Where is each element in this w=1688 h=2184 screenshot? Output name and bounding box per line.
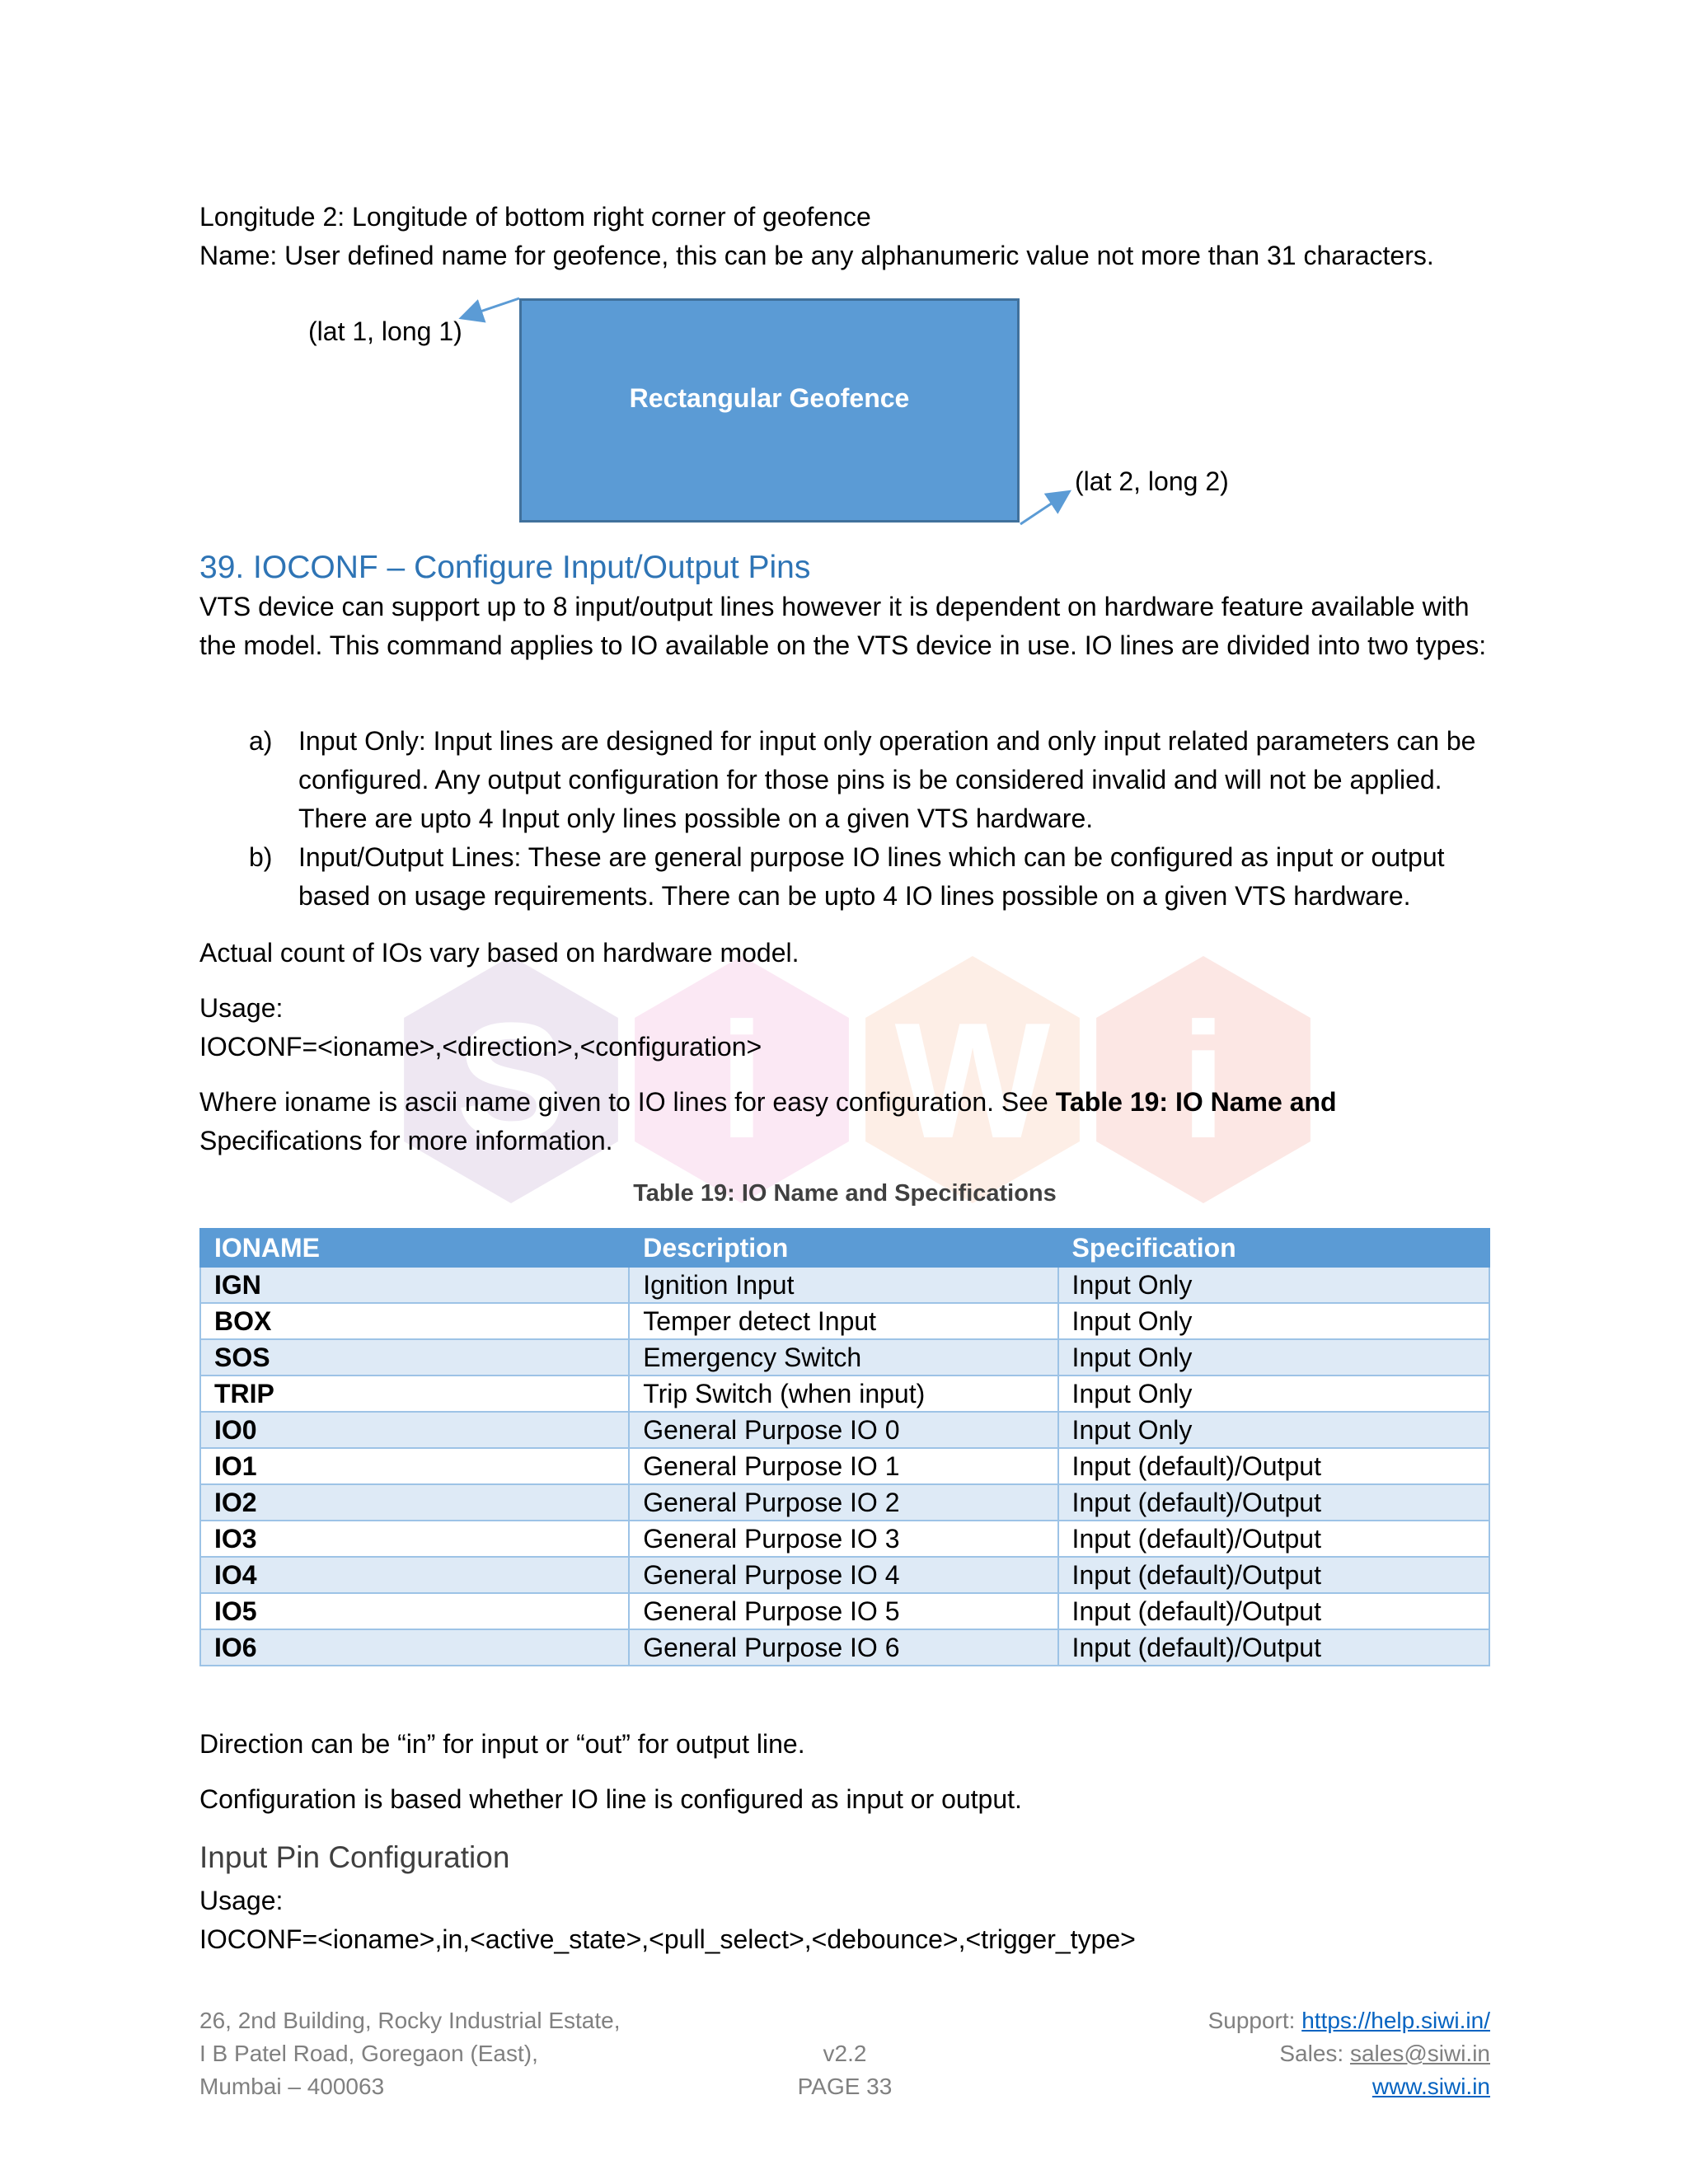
table-row bbox=[200, 1521, 1489, 1557]
list-item-b bbox=[249, 838, 1485, 916]
cell-description: General Purpose IO 2 bbox=[629, 1484, 1057, 1521]
cell-description: Emergency Switch bbox=[629, 1339, 1057, 1376]
corner2-arrow bbox=[1020, 493, 1067, 524]
cell-description: General Purpose IO 3 bbox=[629, 1521, 1057, 1557]
cell-description: Temper detect Input bbox=[629, 1303, 1057, 1339]
cell-ioname: IO0 bbox=[200, 1412, 629, 1448]
table-reference: Table 19: IO Name and bbox=[1055, 1087, 1337, 1117]
address-line-1: 26, 2nd Building, Rocky Industrial Estate, bbox=[199, 2008, 621, 2033]
cell-specification: Input Only bbox=[1058, 1303, 1489, 1339]
table-row bbox=[200, 1267, 1489, 1303]
list-item-a bbox=[249, 722, 1485, 838]
list-marker: b) bbox=[249, 842, 273, 872]
cell-description: General Purpose IO 1 bbox=[629, 1448, 1057, 1484]
cell-specification: Input (default)/Output bbox=[1058, 1521, 1489, 1557]
geofence-box-label: Rectangular Geofence bbox=[629, 382, 910, 413]
cell-ioname: IO4 bbox=[200, 1557, 629, 1593]
name-definition: Name: User defined name for geofence, this can be any alphanumeric value not more than 31 characters. bbox=[199, 241, 1434, 270]
table-row bbox=[200, 1629, 1489, 1666]
cell-ioname: IO6 bbox=[200, 1629, 629, 1666]
cell-ioname: IO1 bbox=[200, 1448, 629, 1484]
cell-specification: Input (default)/Output bbox=[1058, 1448, 1489, 1484]
support-link[interactable]: https://help.siwi.in/ bbox=[1301, 2008, 1490, 2033]
table-row bbox=[200, 1484, 1489, 1521]
watermark-letter: S bbox=[456, 989, 566, 1173]
watermark-hexagon bbox=[404, 956, 618, 1203]
cell-description: General Purpose IO 4 bbox=[629, 1557, 1057, 1593]
column-header-ioname: IONAME bbox=[200, 1229, 629, 1267]
page-number: PAGE 33 bbox=[797, 2074, 893, 2099]
watermark-letter: i bbox=[719, 989, 765, 1173]
website-link[interactable]: www.siwi.in bbox=[1372, 2074, 1490, 2099]
cell-description: General Purpose IO 5 bbox=[629, 1593, 1057, 1629]
watermark-hexagon bbox=[635, 956, 849, 1203]
input-usage-label: Usage: bbox=[199, 1886, 284, 1915]
table-row bbox=[200, 1557, 1489, 1593]
address-line-2: I B Patel Road, Goregaon (East), bbox=[199, 2041, 538, 2066]
io-name-table bbox=[199, 1228, 1490, 1666]
usage-command: IOCONF=<ioname>,<direction>,<configuration> bbox=[199, 1032, 762, 1062]
footer-page-info bbox=[742, 2004, 948, 2103]
list-marker: a) bbox=[249, 726, 273, 756]
cell-specification: Input Only bbox=[1058, 1376, 1489, 1412]
ioname-description bbox=[199, 1083, 1493, 1160]
cell-specification: Input Only bbox=[1058, 1267, 1489, 1303]
watermark-letter: i bbox=[1180, 989, 1226, 1173]
ioname-text-pre: Where ioname is ascii name given to IO lines for easy configuration. See bbox=[199, 1087, 1056, 1117]
longitude-2-definition: Longitude 2: Longitude of bottom right corner of geofence bbox=[199, 202, 871, 232]
list-item-text: Input Only: Input lines are designed for input only operation and only input related parameters can be configured. Any output configuration for those pins is be considered invalid and will not be applied. There are upto 4 Input only lines possible on a given VTS hardware. bbox=[298, 726, 1476, 833]
list-item-text: Input/Output Lines: These are general purpose IO lines which can be configured as input or output based on usage requirements. There can be upto 4 IO lines possible on a given VTS hardware. bbox=[298, 842, 1445, 911]
rectangular-geofence-box bbox=[519, 298, 1020, 523]
watermark-hexagon bbox=[1096, 956, 1311, 1203]
corner2-label: (lat 2, long 2) bbox=[1075, 466, 1229, 496]
cell-ioname: IO3 bbox=[200, 1521, 629, 1557]
cell-specification: Input Only bbox=[1058, 1339, 1489, 1376]
sales-email-link[interactable]: sales@siwi.in bbox=[1349, 2041, 1490, 2066]
table-row bbox=[200, 1376, 1489, 1412]
cell-specification: Input (default)/Output bbox=[1058, 1557, 1489, 1593]
direction-note: Direction can be “in” for input or “out” for output line. bbox=[199, 1729, 805, 1759]
cell-ioname: IO5 bbox=[200, 1593, 629, 1629]
cell-specification: Input (default)/Output bbox=[1058, 1593, 1489, 1629]
cell-ioname: BOX bbox=[200, 1303, 629, 1339]
footer-address bbox=[199, 2004, 621, 2103]
section-intro: VTS device can support up to 8 input/output lines however it is dependent on hardware feature available with the model. This command applies to IO available on the VTS device in use. IO lines are divided into two types: bbox=[199, 592, 1487, 660]
address-line-3: Mumbai – 400063 bbox=[199, 2074, 385, 2099]
cell-description: Trip Switch (when input) bbox=[629, 1376, 1057, 1412]
usage-label: Usage: bbox=[199, 993, 284, 1023]
actual-count-note: Actual count of IOs vary based on hardware model. bbox=[199, 938, 799, 968]
input-usage-command: IOCONF=<ioname>,in,<active_state>,<pull_select>,<debounce>,<trigger_type> bbox=[199, 1924, 1136, 1954]
footer-contact bbox=[1208, 2004, 1490, 2103]
corner1-label: (lat 1, long 1) bbox=[308, 316, 462, 346]
configuration-note: Configuration is based whether IO line is configured as input or output. bbox=[199, 1784, 1022, 1814]
cell-specification: Input Only bbox=[1058, 1412, 1489, 1448]
cell-description: General Purpose IO 0 bbox=[629, 1412, 1057, 1448]
ioname-text-post: Specifications for more information. bbox=[199, 1126, 613, 1155]
sales-label: Sales: bbox=[1279, 2041, 1350, 2066]
column-header-description: Description bbox=[629, 1229, 1057, 1267]
cell-description: Ignition Input bbox=[629, 1267, 1057, 1303]
table-row bbox=[200, 1303, 1489, 1339]
cell-ioname: SOS bbox=[200, 1339, 629, 1376]
cell-specification: Input (default)/Output bbox=[1058, 1629, 1489, 1666]
table-row bbox=[200, 1412, 1489, 1448]
cell-description: General Purpose IO 6 bbox=[629, 1629, 1057, 1666]
table-row bbox=[200, 1593, 1489, 1629]
support-label: Support: bbox=[1207, 2008, 1302, 2033]
section-heading: 39. IOCONF – Configure Input/Output Pins bbox=[199, 550, 811, 585]
cell-ioname: IO2 bbox=[200, 1484, 629, 1521]
input-pin-configuration-heading: Input Pin Configuration bbox=[199, 1840, 510, 1874]
cell-ioname: IGN bbox=[200, 1267, 629, 1303]
watermark-hexagon bbox=[865, 956, 1080, 1203]
watermark-letter: W bbox=[894, 989, 1051, 1173]
table-row bbox=[200, 1339, 1489, 1376]
table-row bbox=[200, 1448, 1489, 1484]
cell-specification: Input (default)/Output bbox=[1058, 1484, 1489, 1521]
cell-ioname: TRIP bbox=[200, 1376, 629, 1412]
table-header-row bbox=[200, 1229, 1489, 1267]
corner1-arrow bbox=[463, 298, 519, 317]
column-header-specification: Specification bbox=[1058, 1229, 1489, 1267]
table-caption: Table 19: IO Name and Specifications bbox=[633, 1180, 1057, 1207]
version-label: v2.2 bbox=[823, 2041, 867, 2066]
